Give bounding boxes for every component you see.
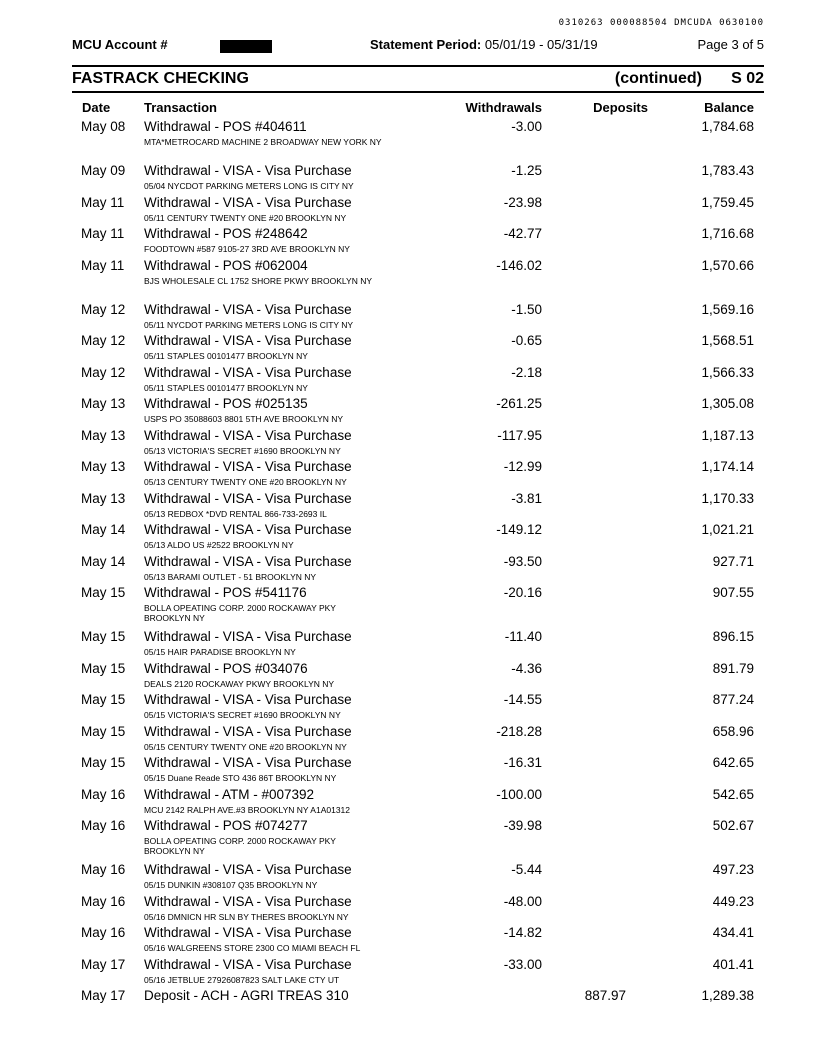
section-title-bar (72, 70, 764, 90)
transaction-detail: 05/16 WALGREENS STORE 2300 CO MIAMI BEACH FL (144, 943, 361, 953)
withdrawal-amount: -3.81 (511, 490, 542, 506)
transaction-detail: 05/11 STAPLES 00101477 BROOKLYN NY (144, 382, 308, 393)
column-header-transaction: Transaction (144, 100, 217, 115)
table-row (0, 661, 816, 693)
withdrawal-amount: -3.00 (511, 119, 542, 134)
balance-amount: 1,569.16 (701, 301, 754, 317)
statement-period (370, 37, 598, 52)
balance-amount: 1,174.14 (701, 459, 754, 474)
transaction-description: Withdrawal - VISA - Visa Purchase (144, 333, 352, 348)
balance-amount: 401.41 (712, 956, 754, 972)
table-row (0, 258, 816, 302)
balance-amount: 1,568.51 (701, 333, 754, 348)
withdrawal-amount: -149.12 (496, 522, 542, 537)
transaction-description: Withdrawal - VISA - Visa Purchase (144, 956, 352, 972)
balance-amount: 1,783.43 (701, 163, 754, 178)
table-row (0, 585, 816, 629)
withdrawal-amount: -5.44 (511, 862, 542, 877)
transaction-date: May 15 (81, 723, 126, 739)
transaction-detail: 05/04 NYCDOT PARKING METERS LONG IS CITY NY (144, 181, 354, 191)
transaction-date: May 16 (81, 925, 126, 940)
transaction-date: May 11 (81, 226, 125, 241)
withdrawal-amount: -20.16 (503, 585, 542, 600)
transaction-date: May 13 (81, 490, 126, 506)
transaction-description: Withdrawal - ATM - #007392 (144, 786, 315, 802)
transaction-description: Withdrawal - POS #248642 (144, 226, 308, 241)
transaction-date: May 15 (81, 692, 126, 707)
transaction-date: May 17 (81, 988, 126, 1003)
transaction-date: May 08 (81, 119, 126, 134)
transaction-detail: 05/13 REDBOX *DVD RENTAL 866-733-2693 IL (144, 508, 327, 519)
table-row (0, 554, 816, 586)
withdrawal-amount: -42.77 (503, 226, 542, 241)
withdrawal-amount: -33.00 (503, 956, 542, 972)
transaction-description: Deposit - ACH - AGRI TREAS 310 (144, 988, 349, 1003)
transaction-description: Withdrawal - VISA - Visa Purchase (144, 301, 352, 317)
balance-amount: 658.96 (712, 723, 754, 739)
transaction-detail: 05/11 NYCDOT PARKING METERS LONG IS CITY NY (144, 319, 354, 330)
transaction-detail: 05/13 VICTORIA'S SECRET #1690 BROOKLYN NY (144, 445, 341, 456)
table-row (0, 755, 816, 787)
transaction-detail: USPS PO 35088603 8801 5TH AVE BROOKLYN NY (144, 414, 344, 424)
transaction-description: Withdrawal - VISA - Visa Purchase (144, 194, 352, 210)
transaction-detail: DEALS 2120 ROCKAWAY PKWY BROOKLYN NY (144, 678, 335, 689)
balance-amount: 642.65 (712, 755, 754, 770)
balance-amount: 497.23 (712, 862, 754, 877)
withdrawal-amount: -4.36 (511, 660, 542, 676)
table-row (0, 862, 816, 894)
transaction-date: May 12 (81, 364, 126, 380)
table-row (0, 522, 816, 554)
transaction-description: Withdrawal - POS #541176 (144, 585, 307, 600)
table-row (0, 957, 816, 989)
transaction-description: Withdrawal - POS #074277 (144, 818, 308, 833)
transaction-detail: MCU 2142 RALPH AVE.#3 BROOKLYN NY A1A01312 (144, 804, 350, 815)
transaction-detail: 05/15 VICTORIA'S SECRET #1690 BROOKLYN NY (144, 710, 341, 720)
transaction-detail: 05/15 DUNKIN #308107 Q35 BROOKLYN NY (144, 880, 318, 890)
transaction-date: May 16 (81, 862, 126, 877)
transaction-date: May 09 (81, 163, 126, 178)
period-value: 05/01/19 - 05/31/19 (484, 37, 598, 52)
continued-label: (continued) (614, 70, 702, 87)
balance-amount: 542.65 (712, 786, 754, 802)
column-header-deposits: Deposits (593, 100, 648, 115)
deposit-amount: 887.97 (584, 988, 626, 1003)
table-row (0, 396, 816, 428)
page-number: Page 3 of 5 (697, 37, 764, 52)
withdrawal-amount: -93.50 (503, 553, 542, 569)
transaction-description: Withdrawal - VISA - Visa Purchase (144, 553, 352, 569)
table-header (0, 100, 816, 116)
transaction-description: Withdrawal - VISA - Visa Purchase (144, 755, 352, 770)
table-row (0, 163, 816, 195)
withdrawal-amount: -100.00 (496, 786, 542, 802)
transaction-date: May 11 (81, 194, 125, 210)
table-row (0, 491, 816, 523)
table-row (0, 988, 816, 1006)
transaction-detail: 05/11 CENTURY TWENTY ONE #20 BROOKLYN NY (144, 212, 347, 223)
withdrawal-amount: -2.18 (511, 364, 542, 380)
transaction-detail: 05/15 HAIR PARADISE BROOKLYN NY (144, 647, 296, 657)
table-row (0, 787, 816, 819)
balance-amount: 927.71 (712, 553, 754, 569)
account-label: MCU Account # (72, 37, 168, 52)
balance-amount: 1,170.33 (701, 490, 754, 506)
balance-amount: 1,570.66 (701, 257, 754, 273)
transaction-date: May 12 (81, 301, 126, 317)
table-row (0, 119, 816, 163)
transaction-detail: 05/15 Duane Reade STO 436 86T BROOKLYN NY (144, 773, 337, 783)
period-label: Statement Period: (370, 37, 482, 52)
transaction-date: May 15 (81, 585, 126, 600)
transaction-detail: 05/13 CENTURY TWENTY ONE #20 BROOKLYN NY (144, 477, 347, 487)
transaction-description: Withdrawal - VISA - Visa Purchase (144, 629, 352, 644)
transaction-date: May 17 (81, 956, 126, 972)
balance-amount: 896.15 (712, 629, 754, 644)
table-row (0, 226, 816, 258)
balance-amount: 434.41 (712, 925, 754, 940)
transaction-detail: 05/11 STAPLES 00101477 BROOKLYN NY (144, 351, 308, 361)
transaction-description: Withdrawal - VISA - Visa Purchase (144, 427, 352, 443)
transaction-detail: FOODTOWN #587 9105-27 3RD AVE BROOKLYN NY (144, 244, 350, 254)
balance-amount: 877.24 (712, 692, 754, 707)
balance-amount: 449.23 (712, 893, 754, 909)
section-code: S 02 (731, 70, 764, 87)
balance-amount: 1,716.68 (701, 226, 754, 241)
transaction-date: May 16 (81, 893, 126, 909)
transaction-detail: MTA*METROCARD MACHINE 2 BROADWAY NEW YORK NY (144, 137, 382, 147)
withdrawal-amount: -14.82 (503, 925, 542, 940)
balance-amount: 1,021.21 (701, 522, 754, 537)
transaction-date: May 13 (81, 427, 126, 443)
transaction-date: May 16 (81, 786, 126, 802)
transaction-description: Withdrawal - POS #025135 (144, 396, 308, 411)
column-header-balance: Balance (704, 100, 754, 115)
withdrawal-amount: -1.50 (511, 301, 542, 317)
balance-amount: 1,566.33 (701, 364, 754, 380)
transaction-date: May 14 (81, 522, 126, 537)
transaction-detail: BOLLA OPEATING CORP. 2000 ROCKAWAY PKY BROOKLYN NY (144, 836, 336, 856)
transaction-description: Withdrawal - VISA - Visa Purchase (144, 522, 352, 537)
column-header-date: Date (82, 100, 111, 115)
table-row (0, 365, 816, 397)
table-row (0, 692, 816, 724)
withdrawal-amount: -48.00 (503, 893, 542, 909)
statement-header (72, 37, 764, 55)
table-row (0, 894, 816, 926)
transaction-list (0, 119, 816, 1006)
balance-amount: 1,187.13 (701, 427, 754, 443)
transaction-description: Withdrawal - VISA - Visa Purchase (144, 723, 352, 739)
transaction-description: Withdrawal - VISA - Visa Purchase (144, 364, 352, 380)
balance-amount: 502.67 (712, 818, 754, 833)
withdrawal-amount: -11.40 (504, 629, 542, 644)
transaction-description: Withdrawal - VISA - Visa Purchase (144, 925, 352, 940)
section-name: FASTRACK CHECKING (72, 70, 249, 87)
withdrawal-amount: -1.25 (511, 163, 542, 178)
transaction-date: May 15 (81, 660, 126, 676)
balance-amount: 1,784.68 (701, 119, 754, 134)
table-row (0, 302, 816, 334)
transaction-detail: 05/16 DMNICN HR SLN BY THERES BROOKLYN NY (144, 911, 349, 922)
transaction-description: Withdrawal - POS #404611 (144, 119, 307, 134)
table-row (0, 333, 816, 365)
withdrawal-amount: -218.28 (496, 723, 542, 739)
transaction-description: Withdrawal - VISA - Visa Purchase (144, 163, 352, 178)
table-row (0, 925, 816, 957)
transaction-description: Withdrawal - VISA - Visa Purchase (144, 893, 352, 909)
transaction-detail: BOLLA OPEATING CORP. 2000 ROCKAWAY PKY BROOKLYN NY (144, 603, 336, 623)
column-header-withdrawals: Withdrawals (465, 100, 542, 115)
table-row (0, 195, 816, 227)
transaction-description: Withdrawal - VISA - Visa Purchase (144, 490, 352, 506)
table-row (0, 724, 816, 756)
transaction-description: Withdrawal - POS #034076 (144, 660, 308, 676)
withdrawal-amount: -23.98 (503, 194, 542, 210)
table-row (0, 818, 816, 862)
withdrawal-amount: -146.02 (496, 257, 542, 273)
withdrawal-amount: -14.55 (503, 692, 542, 707)
transaction-date: May 15 (81, 755, 126, 770)
balance-amount: 907.55 (712, 585, 754, 600)
withdrawal-amount: -0.65 (511, 333, 542, 348)
transaction-date: May 12 (81, 333, 126, 348)
table-row (0, 428, 816, 460)
withdrawal-amount: -12.99 (503, 459, 542, 474)
transaction-detail: BJS WHOLESALE CL 1752 SHORE PKWY BROOKLYN NY (144, 275, 373, 286)
transaction-detail: 05/15 CENTURY TWENTY ONE #20 BROOKLYN NY (144, 741, 347, 752)
transaction-date: May 16 (81, 818, 126, 833)
table-row (0, 629, 816, 661)
withdrawal-amount: -117.95 (497, 427, 542, 443)
balance-amount: 1,759.45 (701, 194, 754, 210)
withdrawal-amount: -16.31 (503, 755, 542, 770)
transaction-date: May 11 (81, 257, 125, 273)
header-divider (72, 65, 764, 67)
section-divider (72, 91, 764, 93)
balance-amount: 1,305.08 (701, 396, 754, 411)
ocr-scan-line: 0310263 000088504 DMCUDA 0630100 (558, 18, 764, 28)
transaction-date: May 15 (81, 629, 126, 644)
transaction-detail: 05/13 ALDO US #2522 BROOKLYN NY (144, 540, 294, 550)
transaction-description: Withdrawal - VISA - Visa Purchase (144, 692, 352, 707)
transaction-date: May 13 (81, 459, 126, 474)
withdrawal-amount: -261.25 (496, 396, 542, 411)
transaction-detail: 05/13 BARAMI OUTLET - 51 BROOKLYN NY (144, 571, 317, 582)
transaction-date: May 14 (81, 553, 126, 569)
transaction-date: May 13 (81, 396, 126, 411)
redacted-account-number (220, 40, 272, 53)
transaction-description: Withdrawal - VISA - Visa Purchase (144, 459, 352, 474)
withdrawal-amount: -39.98 (503, 818, 542, 833)
transaction-description: Withdrawal - VISA - Visa Purchase (144, 862, 352, 877)
balance-amount: 1,289.38 (701, 988, 754, 1003)
table-row (0, 459, 816, 491)
balance-amount: 891.79 (712, 660, 754, 676)
transaction-description: Withdrawal - POS #062004 (144, 257, 308, 273)
transaction-detail: 05/16 JETBLUE 27926087823 SALT LAKE CTY UT (144, 974, 340, 985)
